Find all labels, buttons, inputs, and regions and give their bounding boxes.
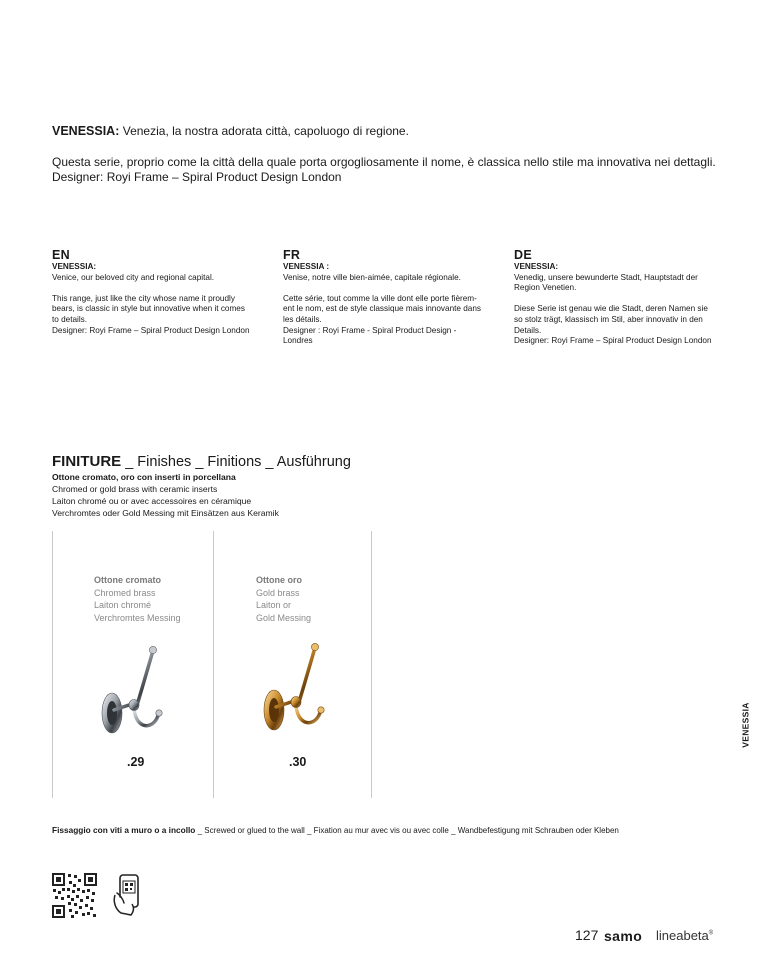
lang-body-line: This range, just like the city whose name it proudly: [52, 293, 235, 303]
brand-logo: samo: [604, 928, 643, 944]
lang-column-en: [52, 248, 257, 336]
mounting-info: [52, 825, 619, 835]
finishes-heading-rest: _ Finishes _ Finitions _ Ausführung: [125, 454, 351, 470]
lang-body-line: Details.: [514, 325, 542, 335]
lang-designer: Designer: Royi Frame – Spiral Product Design London: [52, 325, 250, 335]
series-tagline: Venezia, la nostra adorata città, capoluogo di regione.: [122, 124, 409, 138]
phone-scan-icon: [112, 873, 142, 917]
lang-code: FR: [283, 248, 301, 262]
lang-column-fr: [283, 248, 488, 347]
lang-body-line: to details.: [52, 314, 88, 324]
mounting-rest: _ Screwed or glued to the wall _ Fixation au mur avec vis ou avec colle _ Wandbefestigung mit Schrauben oder Kleben: [197, 826, 619, 835]
lang-body-line: Diese Serie ist genau wie die Stadt, deren Namen sie: [514, 304, 708, 314]
mounting-bold: Fissaggio con viti a muro o a incollo: [52, 825, 196, 835]
grid-divider: [371, 531, 372, 798]
finishes-sub-fr: Laiton chromé ou or avec accessoires en céramique: [52, 496, 252, 506]
series-description: Questa serie, proprio come la città della quale porta orgogliosamente il nome, è classica nello stile ma innovativa nei dettagli.: [52, 155, 716, 169]
trademark: ®: [708, 930, 714, 937]
lang-tagline: Region Venetien.: [514, 283, 577, 293]
lang-series-name: VENESSIA:: [514, 262, 559, 271]
series-designer: Designer: Royi Frame – Spiral Product Design London: [52, 170, 342, 184]
product-card-chrome: [94, 574, 181, 624]
lang-body-line: so stolz trägt, klassisch im Stil, aber innovativ in den: [514, 314, 703, 324]
intro-heading: [52, 124, 409, 138]
series-name: VENESSIA:: [52, 124, 120, 138]
product-name-it: Ottone oro: [256, 575, 302, 585]
lang-tagline: Venise, notre ville bien-aimée, capitale régionale.: [283, 272, 461, 282]
brand-line-name: lineabeta: [656, 928, 709, 943]
product-code: .29: [127, 755, 145, 769]
lang-column-de: [514, 248, 719, 347]
lang-body-line: Cette série, tout comme la ville dont elle porte fièrem-: [283, 293, 477, 303]
lang-tagline: Venice, our beloved city and regional capital.: [52, 272, 215, 282]
brand-line: [656, 928, 713, 943]
product-name-fr: Laiton or: [256, 600, 292, 610]
product-name-en: Gold brass: [256, 587, 300, 598]
finishes-heading: [52, 453, 351, 470]
product-code: .30: [289, 755, 307, 769]
side-tab-label: VENESSIA: [741, 702, 752, 748]
side-tab: [740, 700, 752, 750]
product-name-fr: Laiton chromé: [94, 600, 152, 610]
finishes-sub-it: Ottone cromato, oro con inserti in porcellana: [52, 472, 236, 482]
lang-body-line: bears, is classic in style but innovative when it comes: [52, 304, 245, 314]
product-name-de: Gold Messing: [256, 612, 312, 623]
lang-body-line: les détails.: [283, 314, 322, 324]
lang-code: DE: [514, 248, 532, 262]
finishes-heading-bold: FINITURE: [52, 453, 122, 470]
lang-code: EN: [52, 248, 70, 262]
finishes-sub-en: Chromed or gold brass with ceramic inserts: [52, 484, 218, 494]
lang-series-name: VENESSIA :: [283, 262, 330, 271]
grid-divider: [213, 531, 214, 798]
lang-designer: Designer : Royi Frame - Spiral Product Design - Londres: [283, 325, 457, 346]
lang-series-name: VENESSIA:: [52, 262, 97, 271]
grid-divider: [52, 531, 53, 798]
qr-code-icon[interactable]: [52, 873, 97, 918]
product-card-gold: [256, 574, 311, 624]
finishes-sub-de: Verchromtes oder Gold Messing mit Einsätzen aus Keramik: [52, 508, 279, 518]
product-name-de: Verchromtes Messing: [94, 612, 181, 623]
page-number: 127: [575, 927, 599, 943]
lang-designer: Designer: Royi Frame – Spiral Product Design London: [514, 336, 712, 346]
lang-tagline: Venedig, unsere bewunderte Stadt, Hauptstadt der: [514, 272, 698, 282]
hook-gold-image: [254, 638, 334, 738]
product-name-it: Ottone cromato: [94, 575, 162, 585]
hook-chrome-image: [92, 640, 172, 740]
product-name-en: Chromed brass: [94, 587, 156, 598]
lang-body-line: ent le nom, est de style classique mais innovante dans: [283, 304, 481, 314]
